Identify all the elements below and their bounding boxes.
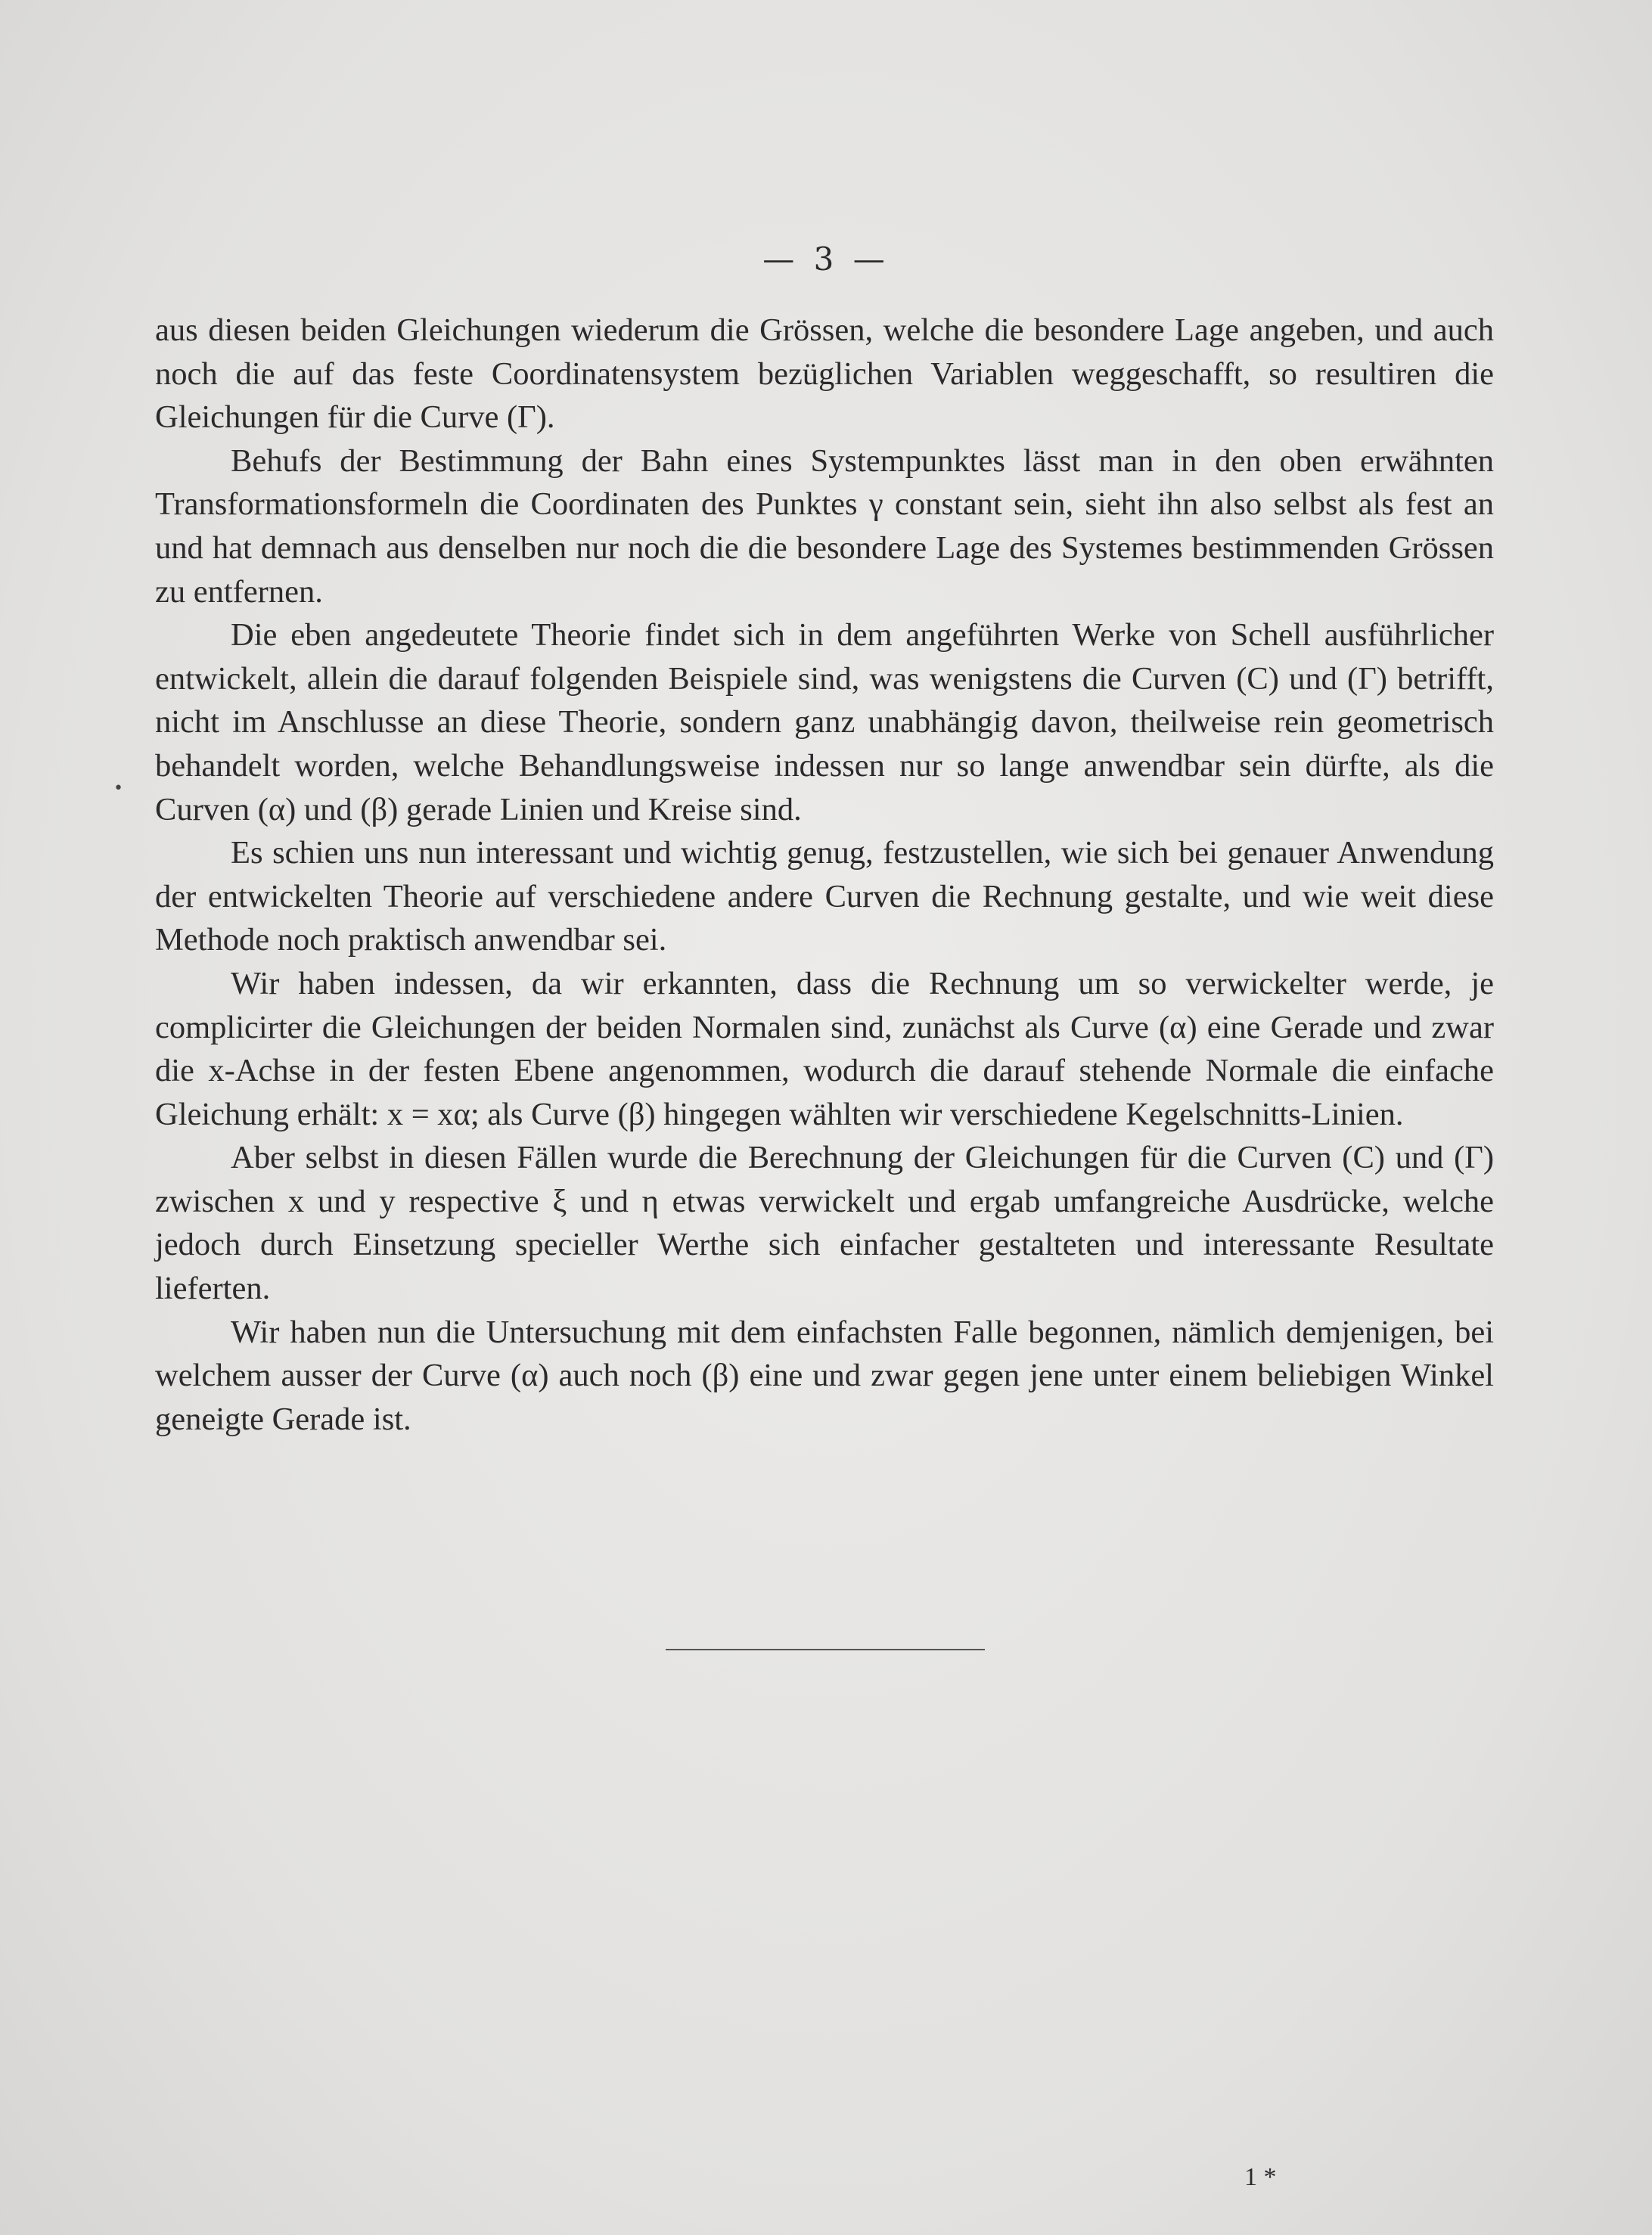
paragraph: Behufs der Bestimmung der Bahn eines Systempunktes lässt man in den oben erwähnten Transformationsformeln die Coordinaten des Punktes γ constant sein, sieht ihn also selbst als fest an und hat demnach aus denselben nur noch die die besondere Lage des Systemes bestimmenden Grössen zu entfernen. [155, 442, 1494, 610]
page-number: — 3 — [762, 241, 890, 278]
body-text [155, 309, 1494, 1441]
signature-mark: 1 * [1244, 2163, 1277, 2191]
paragraph: Die eben angedeutete Theorie findet sich in dem angeführten Werke von Schell ausführlicher entwickelt, allein die darauf folgenden Beispiele sind, was wenigstens die Curven (C) und (Γ) betrifft, nicht im Anschlusse an diese Theorie, sondern ganz unabhängig davon, theilweise rein geometrisch behandelt worden, welche Behandlungsweise indessen nur so lange anwendbar sein dürfte, als die Curven (α) und (β) gerade Linien und Kreise sind. [155, 617, 1494, 827]
paragraph: Aber selbst in diesen Fällen wurde die Berechnung der Gleichungen für die Curven (C) und (Γ) zwischen x und y respective ξ und η etwas verwickelt und ergab umfangreiche Ausdrücke, welche jedoch durch Einsetzung specieller Werthe sich einfacher gestalteten und interessante Resultate lieferten. [155, 1140, 1494, 1307]
paragraph: Wir haben indessen, da wir erkannten, dass die Rechnung um so verwickelter werde, je complicirter die Gleichungen der beiden Normalen sind, zunächst als Curve (α) eine Gerade und zwar die x-Achse in der festen Ebene angenommen, wodurch die darauf stehende Normale die einfache Gleichung erhält: x = xα; als Curve (β) hingegen wählten wir verschiedene Kegelschnitts-Linien. [155, 965, 1494, 1132]
section-separator [666, 1649, 985, 1650]
paragraph: Wir haben nun die Untersuchung mit dem einfachsten Falle begonnen, nämlich demjenigen, bei welchem ausser der Curve (α) auch noch (β) eine und zwar gegen jene unter einem beliebigen Winkel geneigte Gerade ist. [155, 1314, 1494, 1437]
paragraph: Es schien uns nun interessant und wichtig genug, festzustellen, wie sich bei genauer Anwendung der entwickelten Theorie auf verschiedene andere Curven die Rechnung gestalte, und wie weit diese Methode noch praktisch anwendbar sei. [155, 835, 1494, 958]
paragraph: aus diesen beiden Gleichungen wiederum die Grössen, welche die besondere Lage angeben, und auch noch die auf das feste Coordinatensystem bezüglichen Variablen weggeschafft, so resultiren die Gleichungen für die Curve (Γ). [155, 312, 1494, 436]
margin-mark: • [113, 779, 123, 798]
